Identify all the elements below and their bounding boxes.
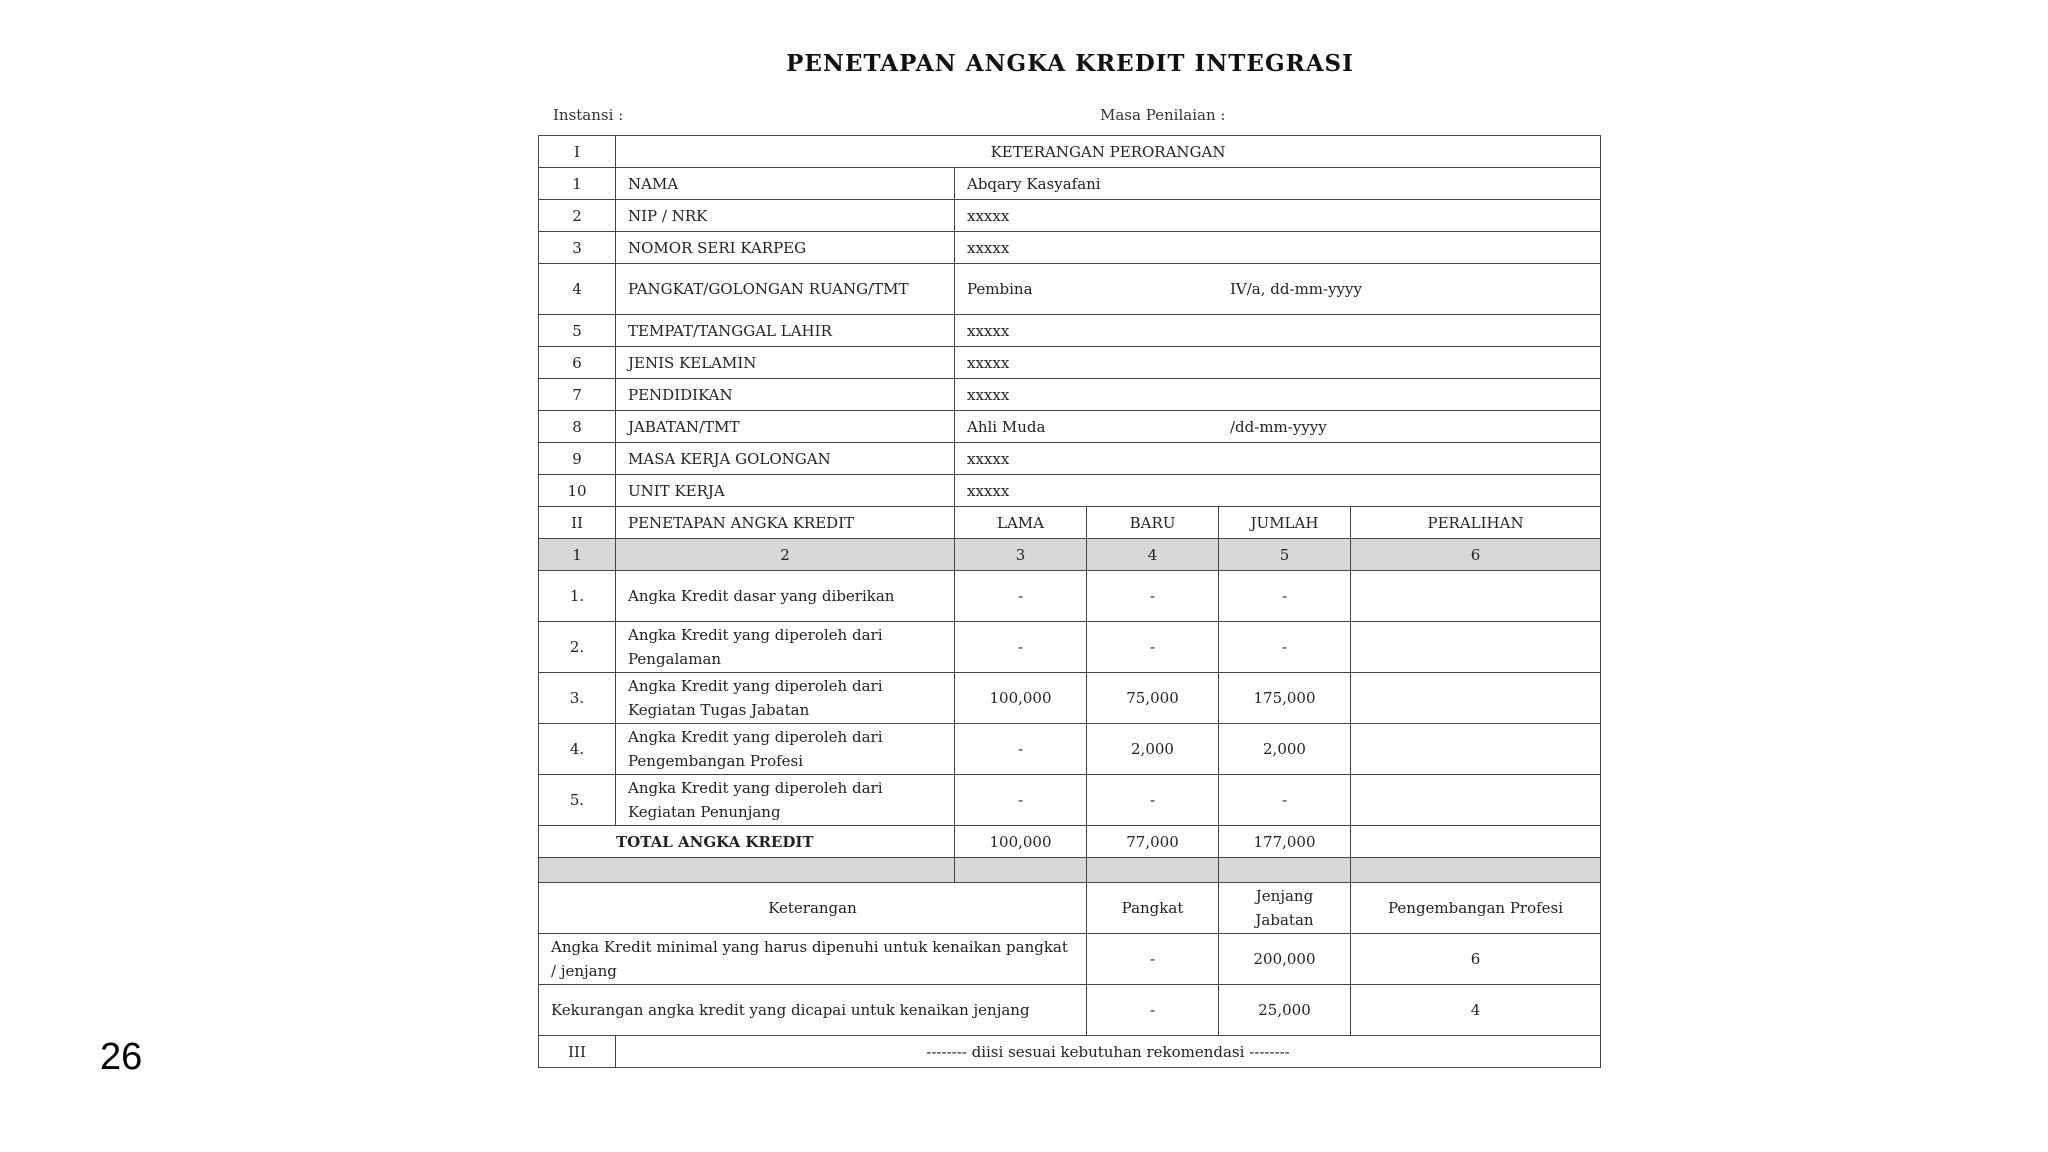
credit-jumlah: -	[1219, 571, 1351, 622]
keterangan-row	[539, 985, 1601, 1036]
spacer-cell	[539, 858, 955, 883]
field-value: Abqary Kasyafani	[955, 168, 1601, 200]
document-title: PENETAPAN ANGKA KREDIT INTEGRASI	[786, 50, 1354, 77]
total-jumlah: 177,000	[1219, 826, 1351, 858]
section-2-title: PENETAPAN ANGKA KREDIT	[616, 507, 955, 539]
total-baru: 77,000	[1087, 826, 1219, 858]
field-label: TEMPAT/TANGGAL LAHIR	[616, 315, 955, 347]
field-value-primary: Pembina	[967, 280, 1033, 298]
credit-label: Angka Kredit yang diperoleh dari Pengembangan Profesi	[616, 724, 955, 775]
field-label: JENIS KELAMIN	[616, 347, 955, 379]
credit-lama: -	[955, 775, 1087, 826]
field-value: xxxxx	[955, 315, 1601, 347]
field-label: UNIT KERJA	[616, 475, 955, 507]
credit-peralihan	[1351, 724, 1601, 775]
row-number: 5.	[539, 775, 616, 826]
credit-label: Angka Kredit yang diperoleh dari Kegiatan Penunjang	[616, 775, 955, 826]
credit-jumlah: 2,000	[1219, 724, 1351, 775]
section-1-number: I	[539, 136, 616, 168]
row-number: 4	[539, 264, 616, 315]
row-number: 4.	[539, 724, 616, 775]
field-value: xxxxx	[955, 232, 1601, 264]
field-value: xxxxx	[955, 475, 1601, 507]
keterangan-label: Kekurangan angka kredit yang dicapai untuk kenaikan jenjang	[539, 985, 1087, 1036]
credit-peralihan	[1351, 673, 1601, 724]
column-header: JUMLAH	[1219, 507, 1351, 539]
column-header: LAMA	[955, 507, 1087, 539]
row-number: 5	[539, 315, 616, 347]
credit-jumlah: -	[1219, 775, 1351, 826]
row-number: 10	[539, 475, 616, 507]
row-number: 8	[539, 411, 616, 443]
field-value-secondary: IV/a, dd-mm-yyyy	[1230, 280, 1362, 298]
row-number: 2	[539, 200, 616, 232]
row-number: 6	[539, 347, 616, 379]
page-number: 26	[100, 1036, 143, 1078]
column-number: 4	[1087, 539, 1219, 571]
credit-label: Angka Kredit yang diperoleh dari Pengalaman	[616, 622, 955, 673]
row-number: 1.	[539, 571, 616, 622]
total-peralihan	[1351, 826, 1601, 858]
row-number: 1	[539, 168, 616, 200]
credit-label: Angka Kredit yang diperoleh dari Kegiatan Tugas Jabatan	[616, 673, 955, 724]
masa-penilaian-label: Masa Penilaian :	[1100, 106, 1226, 124]
section-3-row	[539, 1036, 1601, 1068]
personal-info-row	[539, 232, 1601, 264]
spacer-row	[539, 858, 1601, 883]
column-number: 1	[539, 539, 616, 571]
field-value: xxxxx	[955, 443, 1601, 475]
field-label: NIP / NRK	[616, 200, 955, 232]
credit-baru: -	[1087, 571, 1219, 622]
personal-info-row	[539, 347, 1601, 379]
section-1-header-row	[539, 136, 1601, 168]
credit-baru: -	[1087, 775, 1219, 826]
field-value: xxxxx	[955, 379, 1601, 411]
spacer-cell	[955, 858, 1087, 883]
instansi-label: Instansi :	[553, 106, 624, 124]
credit-lama: -	[955, 622, 1087, 673]
keterangan-header-row	[539, 883, 1601, 934]
column-header: PERALIHAN	[1351, 507, 1601, 539]
field-label: PENDIDIKAN	[616, 379, 955, 411]
credit-peralihan	[1351, 775, 1601, 826]
keterangan-column-header: Pengembangan Profesi	[1351, 883, 1601, 934]
keterangan-pangkat: -	[1087, 985, 1219, 1036]
personal-info-row	[539, 315, 1601, 347]
personal-info-row	[539, 443, 1601, 475]
credit-row	[539, 622, 1601, 673]
section-1-title: KETERANGAN PERORANGAN	[616, 136, 1601, 168]
keterangan-profesi: 6	[1351, 934, 1601, 985]
field-label: NOMOR SERI KARPEG	[616, 232, 955, 264]
row-number: 9	[539, 443, 616, 475]
credit-baru: 2,000	[1087, 724, 1219, 775]
total-label: TOTAL ANGKA KREDIT	[539, 826, 955, 858]
credit-baru: 75,000	[1087, 673, 1219, 724]
column-number: 5	[1219, 539, 1351, 571]
column-number: 2	[616, 539, 955, 571]
spacer-cell	[1087, 858, 1219, 883]
section-3-number: III	[539, 1036, 616, 1068]
row-number: 3	[539, 232, 616, 264]
credit-peralihan	[1351, 622, 1601, 673]
column-header: BARU	[1087, 507, 1219, 539]
credit-lama: -	[955, 571, 1087, 622]
section-2-header-row	[539, 507, 1601, 539]
personal-info-row	[539, 200, 1601, 232]
credit-row	[539, 775, 1601, 826]
column-numbers-row	[539, 539, 1601, 571]
personal-info-row	[539, 264, 1601, 315]
spacer-cell	[1219, 858, 1351, 883]
keterangan-column-header: Pangkat	[1087, 883, 1219, 934]
field-label: NAMA	[616, 168, 955, 200]
total-row	[539, 826, 1601, 858]
credit-peralihan	[1351, 571, 1601, 622]
credit-row	[539, 724, 1601, 775]
field-value	[955, 264, 1601, 315]
credit-baru: -	[1087, 622, 1219, 673]
row-number: 3.	[539, 673, 616, 724]
credit-jumlah: 175,000	[1219, 673, 1351, 724]
credit-label: Angka Kredit dasar yang diberikan	[616, 571, 955, 622]
credit-form-table	[538, 135, 1601, 1068]
personal-info-row	[539, 411, 1601, 443]
personal-info-row	[539, 379, 1601, 411]
field-value-primary: Ahli Muda	[967, 417, 1046, 436]
row-number: 2.	[539, 622, 616, 673]
personal-info-row	[539, 168, 1601, 200]
personal-info-row	[539, 475, 1601, 507]
keterangan-row	[539, 934, 1601, 985]
field-label: JABATAN/TMT	[616, 411, 955, 443]
field-value	[955, 411, 1601, 443]
field-value: xxxxx	[955, 347, 1601, 379]
field-value: xxxxx	[955, 200, 1601, 232]
field-label: MASA KERJA GOLONGAN	[616, 443, 955, 475]
keterangan-header: Keterangan	[539, 883, 1087, 934]
credit-jumlah: -	[1219, 622, 1351, 673]
keterangan-pangkat: -	[1087, 934, 1219, 985]
total-lama: 100,000	[955, 826, 1087, 858]
credit-lama: 100,000	[955, 673, 1087, 724]
keterangan-jenjang: 200,000	[1219, 934, 1351, 985]
section-3-text: -------- diisi sesuai kebutuhan rekomendasi --------	[616, 1036, 1601, 1068]
field-label: PANGKAT/GOLONGAN RUANG/TMT	[616, 264, 955, 315]
credit-lama: -	[955, 724, 1087, 775]
keterangan-label: Angka Kredit minimal yang harus dipenuhi untuk kenaikan pangkat / jenjang	[539, 934, 1087, 985]
column-number: 3	[955, 539, 1087, 571]
row-number: 7	[539, 379, 616, 411]
section-2-number: II	[539, 507, 616, 539]
spacer-cell	[1351, 858, 1601, 883]
keterangan-profesi: 4	[1351, 985, 1601, 1036]
credit-row	[539, 571, 1601, 622]
keterangan-column-header: Jenjang Jabatan	[1219, 883, 1351, 934]
column-number: 6	[1351, 539, 1601, 571]
field-value-secondary: /dd-mm-yyyy	[1230, 417, 1327, 436]
keterangan-jenjang: 25,000	[1219, 985, 1351, 1036]
credit-row	[539, 673, 1601, 724]
